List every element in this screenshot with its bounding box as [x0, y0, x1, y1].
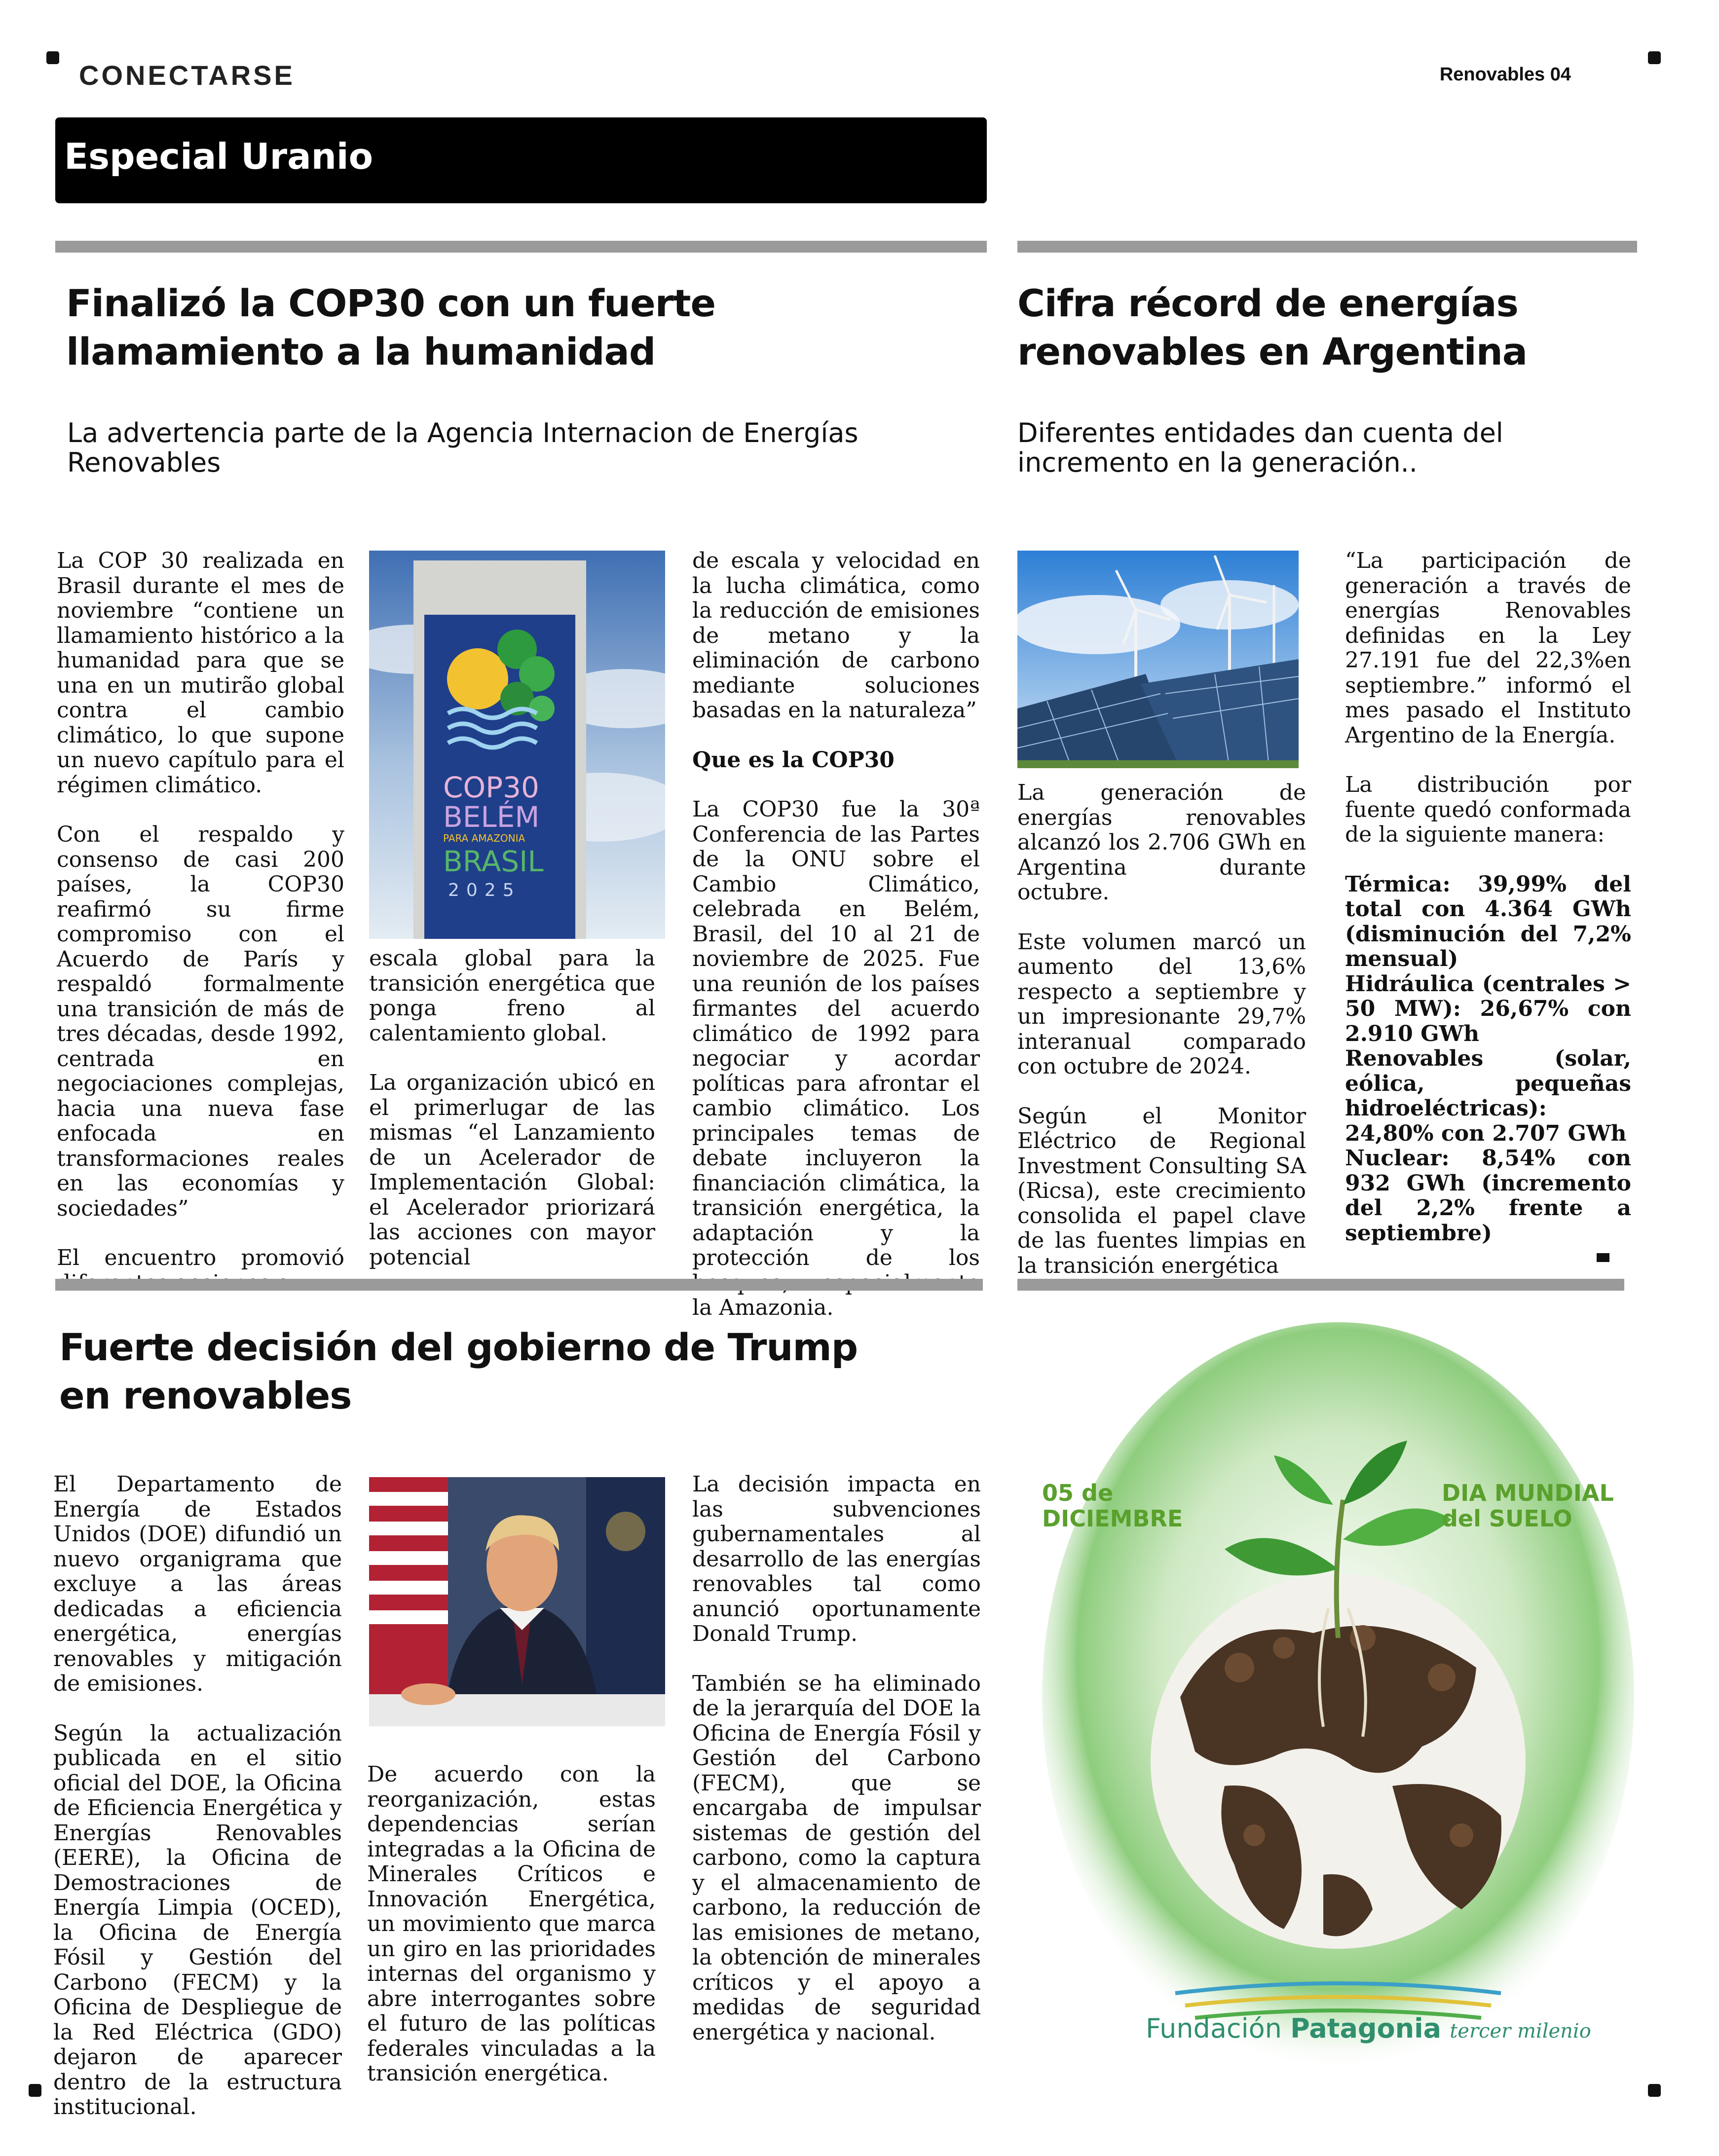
record-column-2 — [1345, 549, 1631, 1246]
paragraph: Este volumen marcó un aumento del 13,6% respecto a septiembre y un impresionante 29,7% interanual comparado con octubre de 2024. — [1017, 929, 1306, 1079]
foundation-prefix: Fundación — [1146, 2013, 1282, 2044]
paragraph: El encuentro promovió — [57, 1245, 344, 1270]
foundation-logo — [1146, 2013, 1590, 2044]
crop-mark-top-left — [46, 51, 59, 64]
page-label: Renovables 04 — [1439, 64, 1571, 85]
source-item-hydro: Hidráulica (centrales > 50 MW): 26,67% con 2.910 GWh — [1345, 971, 1631, 1046]
cop30-column-3 — [692, 549, 980, 1321]
paragraph: También se ha eliminado de la jerarquía del DOE la Oficina de Energía Fósil y Gestión del Carbono (FECM), que se encargaba de impulsar sistemas de gestión del carbono, como la captura y el almacenamiento de carbono, la reducción de las emisiones de metano, la obtención de minerales críticos y el apoyo a medidas de seguridad energética y nacional. — [692, 1671, 981, 2045]
divider-rule — [55, 241, 987, 253]
cop30-photo — [369, 551, 665, 939]
paragraph: El Departamento de Energía de Estados Unidos (DOE) difundió un nuevo organigrama que excluye a las áreas dedicadas a eficiencia energética, energías renovables y mitigación de emisiones. — [53, 1472, 342, 1696]
trump-column-1 — [53, 1472, 342, 2120]
subheading: Que es la COP30 — [692, 747, 895, 773]
trump-column-2 — [367, 1762, 656, 2086]
trump-column-3 — [692, 1472, 981, 2045]
ad-event: DIA MUNDIAL del SUELO — [1442, 1480, 1614, 1532]
paragraph: De acuerdo con la reorganización, estas dependencias serían integradas a la Oficina de Minerales Críticos e Innovación Energética, un movimiento que marca un giro en las prioridades internas del organismo y abre interrogantes sobre el futuro de las políticas federales vinculadas a la transición energética. — [367, 1762, 656, 2086]
sign-text: 2025 — [448, 880, 521, 900]
renewables-photo — [1017, 551, 1299, 768]
sign-text: COP30 — [443, 771, 539, 804]
paragraph: La organización ubicó en el primerlugar de las mismas “el Lanzamiento de un Acelerador de Implementación Global: el Acelerador priorizará las acciones con mayor potencial — [369, 1070, 655, 1270]
crop-mark-bottom-left — [29, 2084, 41, 2097]
paragraph: Con el respaldo y consenso de casi 200 países, la COP30 reafirmó su firme compromiso con el Acuerdo de París y respaldó formalmente una transición de más de tres décadas, desde 1992, centrada en negociaciones complejas, hacia una nueva fase enfocada en transformaciones reales en las economías y sociedades” — [57, 822, 344, 1221]
paragraph: La COP 30 realizada en Brasil durante el mes de noviembre “contiene un llamamiento histórico a la humanidad para que se una en un mutirão global contra el cambio climático, lo que supone un nuevo capítulo para el régimen climático. — [57, 548, 344, 798]
source-item-nuclear: Nuclear: 8,54% con 932 GWh (incremento del 2,2% frente a septiembre) — [1345, 1146, 1631, 1246]
cop30-sign-illustration — [369, 551, 665, 939]
soil-day-ad[interactable] — [1017, 1293, 1659, 2156]
paragraph: La distribución por fuente quedó conformada de la siguiente manera: — [1345, 772, 1631, 847]
headline-record: Cifra récord de energías renovables en Argentina — [1017, 281, 1528, 373]
sign-text: PARA AMAZONIA — [443, 832, 525, 844]
deck-cop30: La advertencia parte de la Agencia Internacion de Energías Renovables — [67, 417, 859, 478]
source-item-thermal: Térmica: 39,99% del total con 4.364 GWh (disminución del 7,2% mensual) — [1345, 871, 1631, 971]
paragraph: Según la actualización publicada en el sitio oficial del DOE, la Oficina de Eficiencia Energética y Energías Renovables (EERE), la Oficina de Demostraciones de Energía Limpia (OCED), la Oficina de Energía Fósil y Gestión del Carbono (FECM) y la Oficina de Despliegue de la Red Eléctrica (GDO) dejaron de aparecer dentro de la estructura institucional. — [53, 1720, 342, 2119]
record-column-1 — [1017, 781, 1306, 1278]
divider-rule — [55, 1279, 983, 1291]
headline-cop30: Finalizó la COP30 con un fuerte llamamiento a la humanidad — [66, 281, 716, 373]
paragraph: La decisión impacta en las subvenciones gubernamentales al desarrollo de las energías renovables tal como anunció oportunamente Donald Trump. — [692, 1472, 981, 1646]
paragraph: La generación de energías renovables alcanzó los 2.706 GWh en Argentina durante octubre. — [1017, 780, 1306, 905]
paragraph: de escala y velocidad en la lucha climática, como la reducción de emisiones de metano y la eliminación de carbono mediante soluciones basadas en la naturaleza” — [692, 548, 980, 723]
sign-text: BRASIL — [443, 845, 544, 878]
foundation-suffix: tercer milenio — [1450, 2020, 1591, 2043]
paragraph: La COP30 fue la 30ª Conferencia de las Partes de la ONU sobre el Cambio Climático, celebrada en Belém, Brasil, del 10 al 21 de noviembre de 2025. Fue una reunión de los países firmantes del acuerdo climático de 1992 para negociar y acordar políticas para afrontar el cambio climático. Los principales temas de debate incluyeron la financiación climática, la transición energética, la adaptación y la protección de los la Amazonia. — [692, 797, 980, 1320]
paragraph: escala global para la transición energética que ponga freno al calentamiento global. — [369, 946, 655, 1046]
wind-solar-illustration — [1017, 551, 1299, 768]
trump-portrait-illustration — [369, 1477, 665, 1726]
end-of-article-mark — [1597, 1253, 1609, 1262]
section-title: Especial Uranio — [64, 136, 374, 177]
crop-mark-top-right — [1648, 51, 1661, 64]
cop30-column-2 — [369, 946, 655, 1270]
paragraph: Según el Monitor Eléctrico de Regional Investment Consulting SA (Ricsa), este crecimiento consolida el papel clave de las fuentes limpias en la transición energética — [1017, 1103, 1306, 1278]
source-item-renewables: Renovables (solar, eólica, pequeñas hidroeléctricas): 24,80% con 2.707 GWh — [1345, 1046, 1631, 1146]
headline-trump: Fuerte decisión del gobierno de Trump en renovables — [59, 1325, 858, 1417]
foundation-name: Patagonia — [1290, 2013, 1442, 2044]
divider-rule — [1017, 1279, 1624, 1291]
deck-record: Diferentes entidades dan cuenta del incremento en la generación.. — [1017, 417, 1503, 478]
cop30-column-1 — [57, 549, 344, 1296]
sign-text: BELÉM — [443, 800, 540, 834]
trump-photo — [369, 1477, 665, 1726]
divider-rule — [1017, 241, 1637, 253]
paragraph: “La participación de generación a través de energías Renovables definidas en la Ley 27.191 fue del 22,3%en septiembre.” informó el mes pasado el Instituto Argentino de la Energía. — [1345, 548, 1631, 748]
ad-date: 05 de DICIEMBRE — [1042, 1480, 1183, 1532]
publication-logo[interactable]: CONECTARSE — [79, 60, 295, 91]
